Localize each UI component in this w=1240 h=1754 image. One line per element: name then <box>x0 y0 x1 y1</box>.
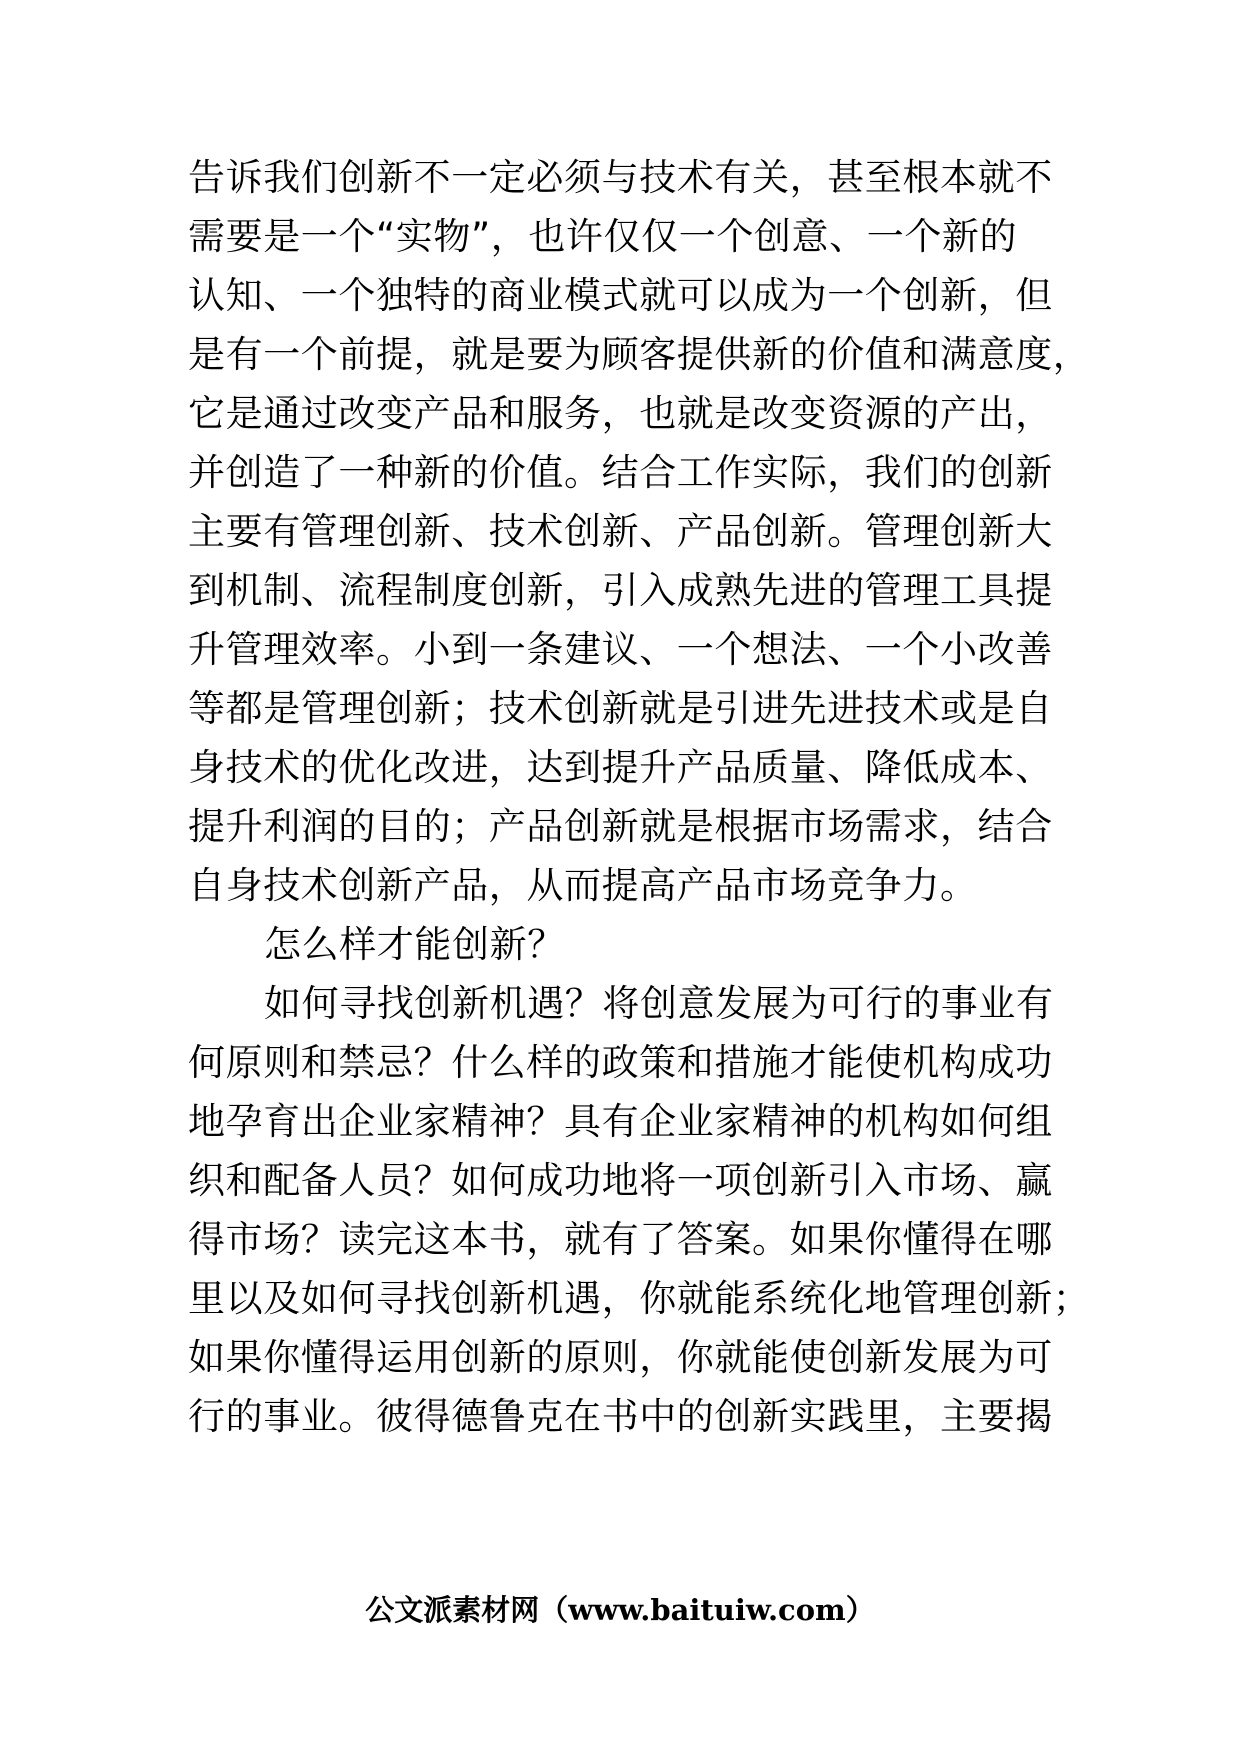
text-line: 等都是管理创新；技术创新就是引进先进技术或是自 <box>188 687 1053 730</box>
text-line: 织和配备人员？如何成功地将一项创新引入市场、赢 <box>188 1159 1053 1202</box>
text-line: 并创造了一种新的价值。结合工作实际，我们的创新 <box>188 451 1053 494</box>
text-line: 得市场？读完这本书，就有了答案。如果你懂得在哪 <box>188 1218 1053 1261</box>
text-line: 需要是一个“实物”，也许仅仅一个创意、一个新的 <box>188 215 1018 258</box>
text-line: 如何寻找创新机遇？将创意发展为可行的事业有 <box>264 982 1054 1025</box>
text-line: 身技术的优化改进，达到提升产品质量、降低成本、 <box>188 746 1053 789</box>
text-line: 是有一个前提，就是要为顾客提供新的价值和满意度， <box>188 333 1091 376</box>
text-line: 认知、一个独特的商业模式就可以成为一个创新，但 <box>188 274 1053 317</box>
text-line: 告诉我们创新不一定必须与技术有关，甚至根本就不 <box>188 156 1053 199</box>
question-heading: 怎么样才能创新？ <box>264 923 565 966</box>
text-line: 提升利润的目的；产品创新就是根据市场需求，结合 <box>188 805 1053 848</box>
text-line: 如果你懂得运用创新的原则，你就能使创新发展为可 <box>188 1336 1053 1379</box>
text-line: 行的事业。彼得德鲁克在书中的创新实践里，主要揭 <box>188 1395 1053 1438</box>
text-line: 它是通过改变产品和服务，也就是改变资源的产出， <box>188 392 1053 435</box>
text-line: 里以及如何寻找创新机遇，你就能系统化地管理创新； <box>188 1277 1091 1320</box>
text-line: 自身技术创新产品，从而提高产品市场竞争力。 <box>188 864 978 907</box>
text-line: 到机制、流程制度创新，引入成熟先进的管理工具提 <box>188 569 1053 612</box>
text-line: 主要有管理创新、技术创新、产品创新。管理创新大 <box>188 510 1053 553</box>
text-line: 何原则和禁忌？什么样的政策和措施才能使机构成功 <box>188 1041 1053 1084</box>
footer-source: 公文派素材网（www.baituiw.com） <box>365 1593 875 1627</box>
text-line: 地孕育出企业家精神？具有企业家精神的机构如何组 <box>188 1100 1053 1143</box>
text-line: 升管理效率。小到一条建议、一个想法、一个小改善 <box>188 628 1053 671</box>
